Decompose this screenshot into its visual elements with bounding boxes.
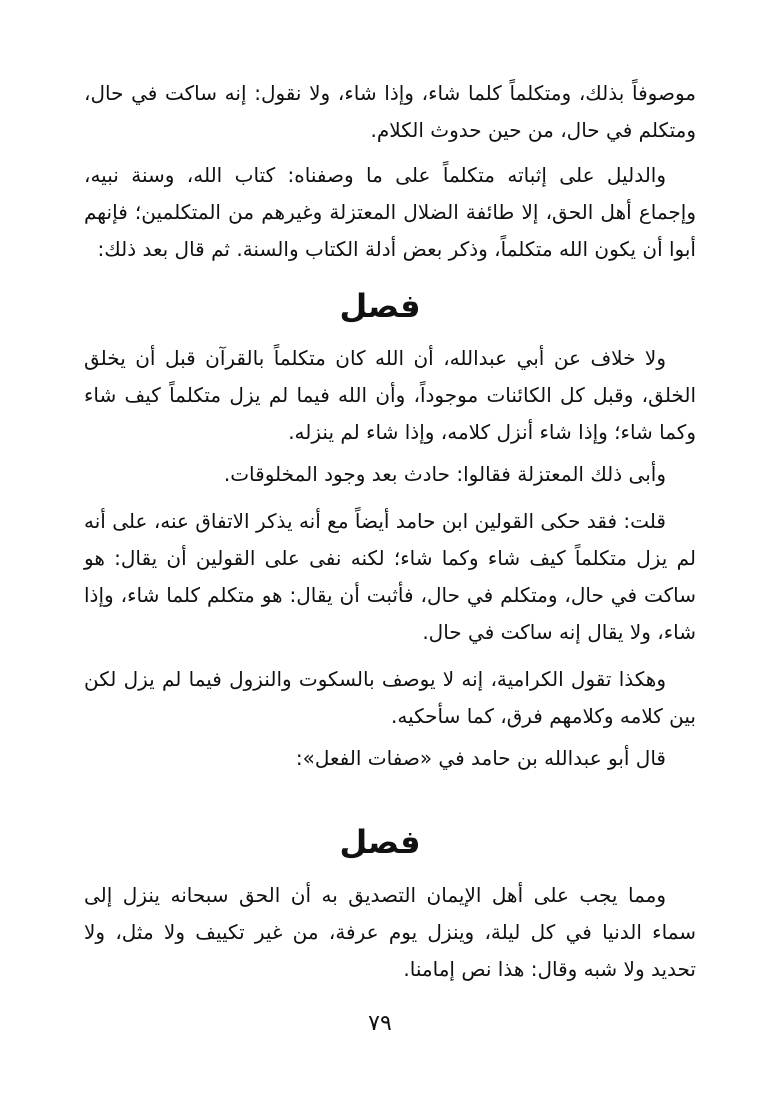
paragraph-nuzul: ومما يجب على أهل الإيمان التصديق به أن الحق سبحانه ينزل إلى سماء الدنيا في كل ليلة، وينزل يوم عرفة، من غير تكييف ولا مثل، ولا تحديد ولا شبه وقال: هذا نص إمامنا. [84, 883, 696, 981]
page-number: ٧٩ [368, 1011, 392, 1036]
section-heading-1: فصل [339, 287, 421, 325]
text-section-middle [84, 340, 696, 777]
paragraph-evidence: والدليل على إثباته متكلماً على ما وصفناه: كتاب الله، وسنة نبيه، وإجماع أهل الحق، إلا طائفة الضلال المعتزلة وغيرهم من المتكلمين؛ فإنهم أبوا أن يكون الله متكلماً، وذكر بعض أدلة الكتاب والسنة. ثم قال بعد ذلك: [84, 163, 696, 261]
text-section-bottom [84, 877, 696, 988]
paragraph-continuation: موصوفاً بذلك، ومتكلماً كلما شاء، وإذا شاء، ولا نقول: إنه ساكت في حال، ومتكلم في حال، من حين حدوث الكلام. [84, 81, 696, 142]
paragraph-mutazila: وأبى ذلك المعتزلة فقالوا: حادث بعد وجود المخلوقات. [223, 462, 666, 486]
paragraph-karramiyya: وهكذا تقول الكرامية، إنه لا يوصف بالسكوت والنزول فيما لم يزل لكن بين كلامه وكلامهم فرق، كما سأحكيه. [84, 667, 696, 728]
section-heading-2: فصل [339, 823, 421, 861]
paragraph-qultu: قلت: فقد حكى القولين ابن حامد أيضاً مع أنه يذكر الاتفاق عنه، على أنه لم يزل متكلماً كيف شاء وكما شاء؛ لكنه نفى على القولين أن يقال: هو ساكت في حال، ومتكلم في حال، فأثبت أن يقال: هو متكلم كلما شاء، وإذا شاء، ولا يقال إنه ساكت في حال. [84, 509, 696, 644]
paragraph-ibn-hamid: قال أبو عبدالله بن حامد في «صفات الفعل»: [295, 746, 666, 770]
text-section-top [84, 75, 696, 268]
paragraph-no-dispute: ولا خلاف عن أبي عبدالله، أن الله كان متكلماً بالقرآن قبل أن يخلق الخلق، وقبل كل الكائنات موجوداً، وأن الله فيما لم يزل متكلماً كيف شاء وكما شاء؛ وإذا شاء أنزل كلامه، وإذا شاء لم ينزله. [84, 346, 696, 444]
